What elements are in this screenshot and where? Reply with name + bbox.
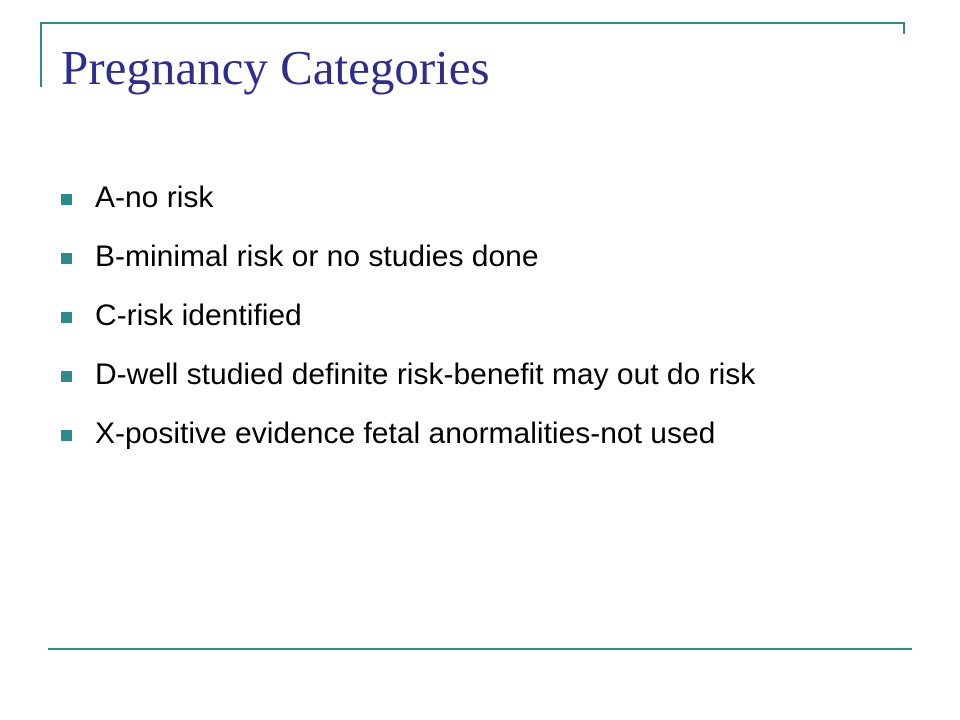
bullet-text: X-positive evidence fetal anormalities-not used — [95, 417, 716, 450]
square-bullet-icon — [61, 194, 72, 205]
bullet-text: C-risk identified — [95, 299, 302, 332]
bullet-text: B-minimal risk or no studies done — [95, 240, 539, 273]
bullet-item-c — [60, 296, 860, 336]
frame-right-rule — [903, 22, 905, 34]
bullet-item-a — [60, 178, 860, 218]
slide-title: Pregnancy Categories — [61, 40, 490, 95]
bullet-text: A-no risk — [95, 181, 214, 214]
square-bullet-icon — [61, 430, 72, 441]
bullet-list — [60, 178, 860, 473]
square-bullet-icon — [61, 253, 72, 264]
square-bullet-icon — [61, 312, 72, 323]
frame-left-rule — [40, 22, 42, 87]
frame-bottom-rule — [48, 648, 912, 650]
bullet-item-d — [60, 355, 860, 395]
bullet-text: D-well studied definite risk-benefit may out do risk — [95, 358, 756, 391]
frame-top-rule — [40, 22, 905, 24]
bullet-item-x — [60, 414, 860, 454]
square-bullet-icon — [61, 371, 72, 382]
bullet-item-b — [60, 237, 860, 277]
